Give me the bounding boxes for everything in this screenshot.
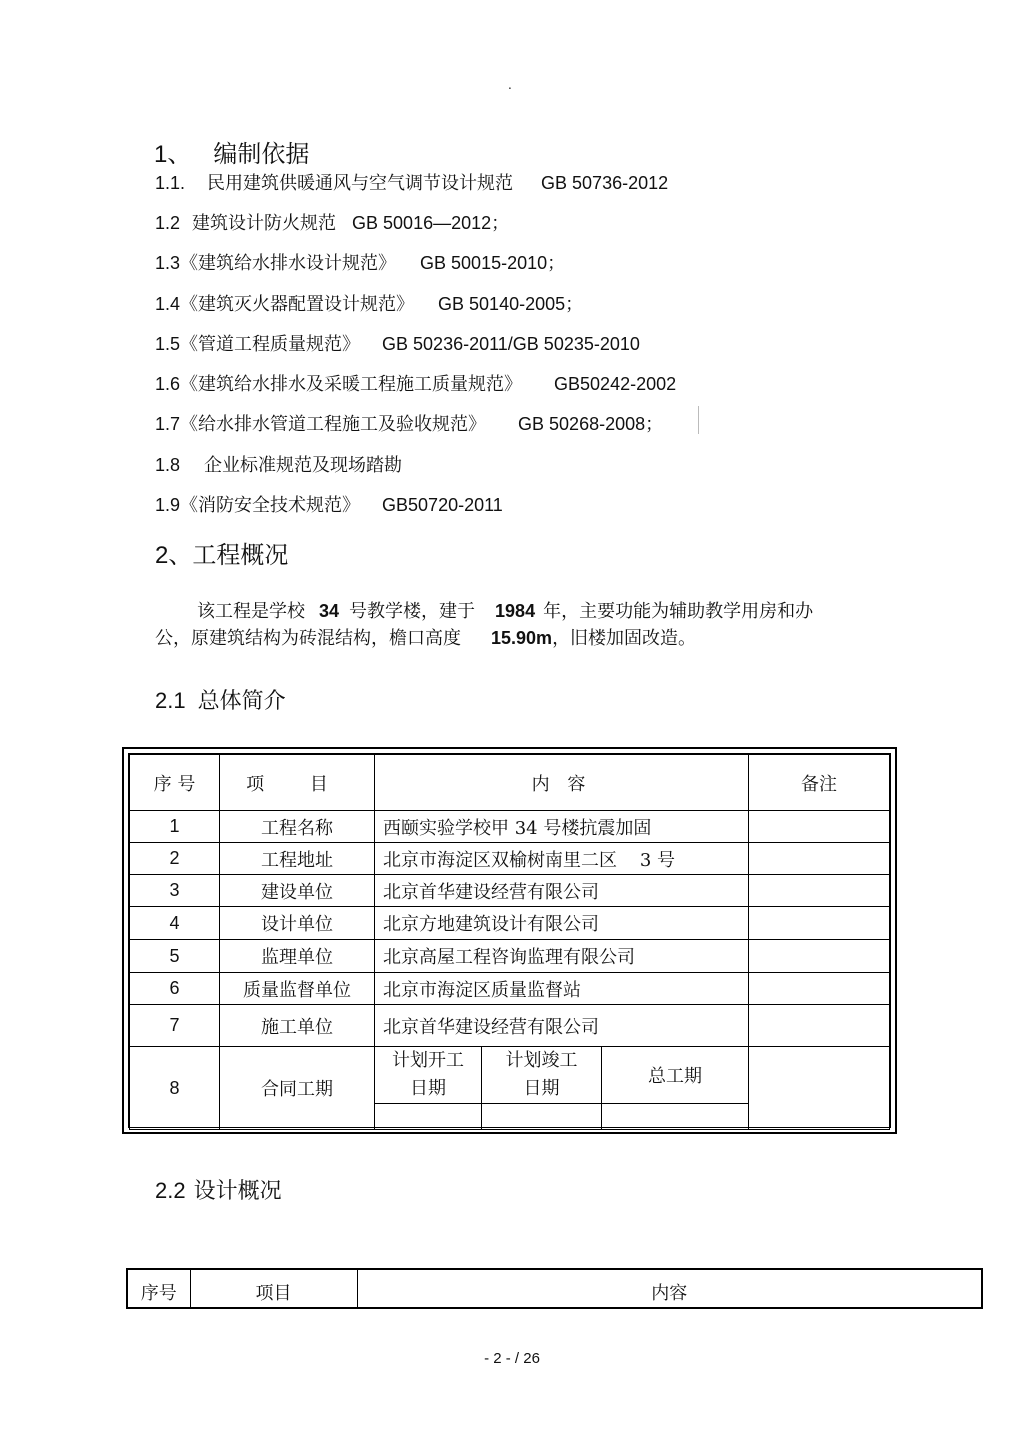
section-2-heading: 2、工程概况: [155, 541, 289, 569]
total-duration-header: 总工期: [602, 1047, 749, 1104]
header-seq: 序号: [127, 1269, 190, 1308]
section-1-title: 编制依据: [213, 140, 310, 168]
header-content: 内容: [357, 1269, 982, 1308]
basis-item: 1.6《建筑给水排水及采暖工程施工质量规范》 GB50242-2002: [155, 374, 677, 395]
overview-table: [122, 747, 897, 1134]
header-content: 内 容: [375, 755, 749, 811]
overview-paragraph-line-1: 该工程是学校 34 号教学楼，建于 1984 年，主要功能为辅助教学用房和办: [197, 601, 814, 622]
header-item: 项目: [190, 1269, 357, 1308]
basis-item: 1.9《消防安全技术规范》 GB50720-2011: [155, 495, 503, 516]
table-row: 4 设计单位 北京方地建筑设计有限公司: [130, 907, 890, 940]
margin-mark: [698, 406, 699, 434]
basis-item: 1.1. 民用建筑供暖通风与空气调节设计规范 GB 50736-2012: [155, 173, 669, 194]
table-row: 2 工程地址 北京市海淀区双榆树南里二区 3 号: [130, 843, 890, 875]
basis-item: 1.8 企业标准规范及现场踏勘: [155, 455, 403, 476]
planned-end-date-header: 计划竣工 日期: [482, 1047, 602, 1104]
section-1-heading: [154, 134, 309, 169]
header-seq: 序 号: [130, 755, 220, 811]
table-row: 1 工程名称 西颐实验学校甲 34 号楼抗震加固: [130, 811, 890, 843]
table-header-row: [127, 1269, 982, 1308]
table-row: 5 监理单位 北京高屋工程咨询监理有限公司: [130, 940, 890, 973]
section-2-2-heading: 2.2 设计概况: [155, 1178, 282, 1204]
table-row: 6 质量监督单位 北京市海淀区质量监督站: [130, 973, 890, 1005]
table-row: 7 施工单位 北京首华建设经营有限公司: [130, 1005, 890, 1047]
basis-item: 1.3《建筑给水排水设计规范》 GB 50015-2010；: [155, 253, 566, 274]
page-number: - 2 - / 26: [484, 1350, 540, 1367]
table-header-row: [130, 755, 890, 811]
basis-item: 1.5《管道工程质量规范》 GB 50236-2011/GB 50235-2010: [155, 334, 640, 355]
planned-start-date-header: 计划开工 日期: [375, 1047, 482, 1104]
overview-paragraph-line-2: 公，原建筑结构为砖混结构，檐口高度 15.90m，旧楼加固改造。: [155, 628, 697, 649]
basis-item: 1.7《给水排水管道工程施工及验收规范》 GB 50268-2008；: [155, 414, 664, 435]
header-remark: 备注: [749, 755, 890, 811]
table-row: 3 建设单位 北京首华建设经营有限公司: [130, 875, 890, 907]
basis-item: 1.4《建筑灭火器配置设计规范》 GB 50140-2005；: [155, 294, 584, 315]
section-2-1-heading: 2.1 总体简介: [155, 688, 286, 714]
contract-period-row: 8 合同工期 计划开工 日期 计划竣工 日期 总工期: [130, 1047, 890, 1104]
design-overview-table: [126, 1268, 983, 1309]
header-item: 项 目: [220, 755, 375, 811]
section-1-number: 1、: [154, 141, 192, 168]
basis-item: 1.2 建筑设计防火规范 GB 50016—2012；: [155, 213, 510, 234]
header-mark: .: [508, 78, 512, 92]
